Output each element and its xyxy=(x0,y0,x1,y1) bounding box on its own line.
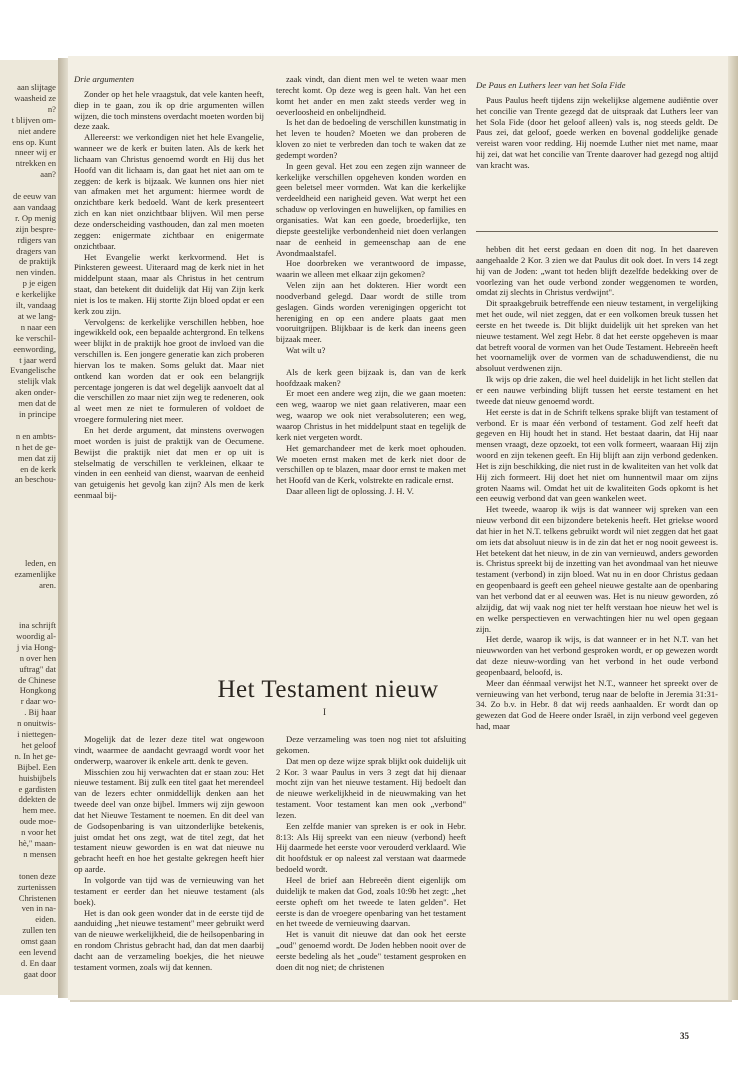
paragraph: Wat wilt u? xyxy=(286,345,326,356)
paragraph: Mogelijk dat de lezer deze titel wat ongewoon vindt, waarmee de aandacht gevraagd wordt voor het onderwerp, waarover ik enkele artt. denk te geven. xyxy=(74,734,264,766)
article-column-2 xyxy=(276,734,466,973)
left-page-fragment: zurtenissen xyxy=(17,881,56,892)
left-page-fragment: nneer wij er xyxy=(14,147,56,158)
paragraph: Dit spraakgebruik betreffende een nieuw testament, in vergelijking met het oude, wil niet zeggen, dat er een volkomen breuk tussen het eerste en het tweede is. Dit blijkt duidelijk uit het spreken van het nieuwe testament. Wel zegt Hebr. 8 dat het eerste opgeheven is maar dat betreft vooral de vormen van het Oude Testament. Hebreeën heeft het voornamelijk over de vormen van de schaduwendienst, die nu absoluut verdwenen zijn. xyxy=(476,298,718,374)
left-page-fragment: aan vandaag xyxy=(13,201,56,212)
page-number: 35 xyxy=(680,1031,689,1041)
article-part-number: I xyxy=(323,707,326,717)
left-page-fragment: nen vinden. xyxy=(15,267,56,278)
left-page-fragment: n over hen xyxy=(19,652,56,663)
left-page-fragment: hem mee. xyxy=(22,805,56,816)
paragraph: Velen zijn aan het dokteren. Hier wordt een noodverband gelegd. Daar wordt de stille trom geslagen. Ginds worden verenigingen opgericht tot hereniging en op een andere plaats gaat men vooruitgrijpen. Blijkbaar is de kerk dan ineens geen bijzaak meer. xyxy=(276,280,466,345)
left-page-fragment: de eeuw van xyxy=(13,191,56,201)
section-heading: Drie argumenten xyxy=(74,74,135,84)
left-page-fragment: e kerkelijke xyxy=(15,289,56,300)
left-page-fragment: aken onder- xyxy=(15,387,56,398)
left-page-fragment: at we lang- xyxy=(17,310,56,321)
left-page-fragment: in principe xyxy=(19,409,56,419)
paragraph: In volgorde van tijd was de vernieuwing van het testament er eerder dan het nieuwe testament (als boek). xyxy=(74,874,264,907)
left-page-fragment: e gardisten xyxy=(18,783,56,794)
left-page-fragment: dragers van xyxy=(16,245,56,256)
left-page-fragment: r. Op menig xyxy=(15,212,56,223)
paragraph: Het Evangelie werkt kerkvormend. Het is Pinksteren geweest. Uiteraard mag de kerk niet in het middelpunt staan, maar als Christus in het centrum staat, dan betekent dit duidelijk dat Hij van Zijn kerk niet is los te maken. Hij stortte Zijn bloed opdat er een kerk zou zijn. xyxy=(74,251,264,316)
sidebar-rule xyxy=(476,231,718,232)
article-column-1-text xyxy=(74,734,264,973)
left-page-fragment: . Bij haar xyxy=(24,707,56,718)
left-page-fragment: n het de ge- xyxy=(15,441,56,452)
left-page-fragment: ddekten de xyxy=(18,794,56,805)
paragraph: Er moet een andere weg zijn, die we gaan moeten: een weg, waarop we niet gaan relativeren, maar een weg, waarop we ook niet verabsoluteren; een weg, waarop Christus in het middelpunt staat en tegelijk de kerk niet vergeten wordt. xyxy=(276,388,466,442)
paragraph: Vervolgens: de kerkelijke verschillen hebben, hoe ingewikkeld ook, een bepaalde achtergrond. En telkens weer blijkt in de praktijk hoe groot de invloed van die verschillen is. Een jongere generatie kan zich proberen hiervan los te maken. Soms gelukt dat. Maar niet ontkend kan worden dat er ook een belangrijk percentage jongeren is dat wel degelijk aanvoelt dat al die verschillen zo maar niet zijn weg te redeneren, ook al weet men ze niet te formuleren of voldoet de vroegere formulering niet meer. xyxy=(74,316,264,425)
left-page-fragment: ina schrijft xyxy=(19,620,56,630)
article-title: Het Testament nieuw xyxy=(217,676,439,703)
left-page-fragment: an beschou- xyxy=(14,474,56,485)
paragraph: hebben dit het eerst gedaan en doen dit nog. In het daareven aangehaalde 2 Kor. 3 zien we dat Paulus dit ook doet. In vers 14 zegt hij van de Joden: „want tot heden blijft dezelfde bedekking over de voorlezing van het oude verbond zonder weggenomen te worden, omdat zij slechts in Christus verdwijnt". xyxy=(476,244,718,298)
left-page-fragment: Evangelische xyxy=(10,365,56,376)
left-page-fragment: n voor het xyxy=(21,827,56,838)
paragraph: Het eerste is dat in de Schrift telkens sprake blijft van testament of verbond. Er is maar één verbond of testament. God zelf heeft dat gegeven en Hij houdt het in stand. Het bestaat daarin, dat Hij naar mensen vraagt, deze opzoekt, tot een volk formeert, waaraan Hij zijn woord en zijn tekenen geeft. En Hij blijft aan zijn verbond gedenken. Het is zijn beschikking, die niet rust in de kwaliteiten van het volk dat Hij zich formeert. Hij doet het niet om hunnentwil maar om zijns groten Naams wil. Omdat het uit de kwaliteiten Gods opkomt is het een eeuwig verbond dat van geen wankelen weet. xyxy=(476,406,718,504)
column-1-text xyxy=(74,89,264,501)
paragraph: In geen geval. Het zou een zegen zijn wanneer de kerkelijke verschillen opgeheven konden worden en geen beletsel meer vormden. Wat kan die kerkelijke verdeeldheid een narigheid geven. Wat werpt het een schaduw op verlovingen en huwelijken, op families en organisaties. Wat kan een goede, broederlijke, ten diepste geestelijke verbondenheid niet doen verlangen naar de eenheid in gemeenschap aan de ene Avondmaalstafel. xyxy=(276,160,466,258)
left-page-fragment: woordig al- xyxy=(16,630,56,641)
left-page-fragment: en de kerk xyxy=(20,463,56,474)
paragraph: Misschien zou hij verwachten dat er staan zou: Het nieuwe testament. Bij zulk een titel gaat het merendeel van de lezers echter onmiddellijk denken aan het tweede deel van onze bijbel. Immers wij zijn gewoon dat het Nieuwe Testament te noemen. En dit deel van de Godsopenbaring is van uitzonderlijke betekenis, juist omdat het ons zegt, wat de titel zegt, dat het testament nieuw geworden is en wat dat nieuwe nu gebracht heeft en hoe het gestalte gekregen heeft hier op aarde. xyxy=(74,766,264,875)
left-page-fragment: ven in na- xyxy=(21,903,56,914)
left-page-fragment: p je eigen xyxy=(22,278,56,289)
left-page-fragment: n. In het ge- xyxy=(14,750,56,761)
paragraph: Het is vanuit dit nieuwe dat dan ook het eerste „oud" genoemd wordt. De Joden hebben nooit over de eerste bedeling als het „oude" testament gesproken en doen dit nog niet; de christenen xyxy=(276,929,466,972)
paragraph: Hoe doorbreken we verantwoord de impasse, waarin we alleen met elkaar zijn gekomen? xyxy=(276,258,466,280)
article-column-2-text xyxy=(276,734,466,973)
paragraph: Als de kerk geen bijzaak is, dan van de kerk hoofdzaak maken? xyxy=(276,366,466,388)
left-page-fragment: de Chinese xyxy=(18,674,56,685)
right-page xyxy=(68,56,730,1041)
left-page-fragment: waasheid ze xyxy=(14,92,56,103)
page-edge xyxy=(728,56,738,1000)
paragraph: Het gemarchandeer met de kerk moet ophouden. We moeten ernst maken met de kerk niet door de verschillen op te blazen, maar door ernst te maken met het Hoofd van de Kerk, volstrekte en radicale ernst. xyxy=(276,442,466,486)
left-page-fragment: r daar wo- xyxy=(20,696,56,707)
paragraph: Daar alleen ligt de oplossing. J. H. V. xyxy=(286,486,414,497)
left-page-fragment: d. En daar xyxy=(20,957,56,968)
article-column-3 xyxy=(476,244,718,732)
left-page-fragment: ilt, vandaag xyxy=(15,300,56,310)
paragraph: Ik wijs op drie zaken, die wel heel duidelijk in het licht stellen dat er een nauwe verbinding blijft tussen het eerste testament en het tweede dat nieuw genoemd wordt. xyxy=(476,374,718,406)
paragraph: Allereerst: we verkondigen niet het hele Evangelie, wanneer we de kerk er buiten laten. Als de kerk het lichaam van Christus genoemd wordt en Hij dus het Hoofd van dit lichaam is, dan gaat het niet aan om te zeggen: de kerk is bijzaak. We kunnen ons hier niet van afmaken met het argument: hiermee wordt de onzichtbare kerk bedoeld. Want de kerk presenteert zich en kan niet onzichtbaar blijven. Wil men perse deze onderscheiding vasthouden, dan zal men moeten zeggen: enigermate zichtbaar en enigermate onzichtbaar. xyxy=(74,132,264,251)
left-page-fragment: t blijven om- xyxy=(11,114,56,125)
left-page-fragment: aren. xyxy=(39,579,56,590)
left-page-fragment: een levend xyxy=(19,947,56,957)
left-page-fragment: eenwording, xyxy=(13,343,56,354)
left-page-fragment: oude moe- xyxy=(19,816,56,827)
left-page-fragment: de praktijk xyxy=(19,256,56,267)
paragraph: En het derde argument, dat minstens overwogen moet worden is juist de praktijk van de Oecumene. Bewijst die praktijk niet dat men er op uit is stelselmatig de verschillen te verkleinen, elkaar te vinden in een eenheid van dienst, waarvan de eenheid van getuigenis het gevolg kan zijn? Als men de kerk eenmaal bij- xyxy=(74,425,264,501)
paragraph: Meer dan éénmaal verwijst het N.T., wanneer het spreekt over de vernieuwing van het verbond, terug naar de belofte in Jeremia 31:31-34. Zo b.v. in Hebr. 8 dat wij reeds aanhaalden. Er wordt dan op gewezen dat God de Heere onder Israël, in zijn verbond veel gegeven had, maar xyxy=(476,677,718,732)
left-page-fragment: ntrekken en xyxy=(15,158,56,169)
left-page-fragment: aan? xyxy=(40,169,56,180)
left-page-fragment: n? xyxy=(47,103,56,114)
sidebar-heading: De Paus en Luthers leer van het Sola Fide xyxy=(476,80,626,90)
left-page-fragment: niet andere xyxy=(18,125,56,136)
left-page-fragment: j via Hong- xyxy=(16,641,56,652)
paragraph: Deze verzameling was toen nog niet tot afsluiting gekomen. xyxy=(276,734,466,755)
left-page-fragment: Bijbel. Een xyxy=(17,761,56,772)
paragraph: zaak vindt, dan dient men wel te weten waar men terecht komt. Op deze weg is geen halt. Van het een komt het ander en men zakt steeds verder weg in oeverloosheid en onbelijndheid. xyxy=(276,74,466,117)
paragraph: Is het dan de bedoeling de verschillen kunstmatig in het leven te houden? Moeten we dan proberen de kloven zo niet te verbreden dan toch te waken dat ze gedempt worden? xyxy=(276,117,466,160)
left-page-fragment: omst gaan xyxy=(20,936,56,947)
left-page-fragment: gaat door xyxy=(23,968,56,979)
left-page-fragment: rdigers van xyxy=(17,234,56,245)
paragraph: Dat men op deze wijze sprak blijkt ook duidelijk uit 2 Kor. 3 waar Paulus in vers 3 zegt dat hij dienaar mocht zijn van het nieuwe testament. Hij bedoelt dan de nieuwe werkelijkheid in de nieuwmaking van het testament. Voor testament kan men ook „verbond" lezen. xyxy=(276,755,466,820)
article-column-1 xyxy=(74,734,264,973)
left-page-fragment: zijn bespre- xyxy=(15,223,56,234)
left-page-fragment: n onuitwis- xyxy=(17,718,56,729)
paragraph: Het tweede, waarop ik wijs is dat wanneer wij spreken van een nieuw verbond dit een bijzondere betekenis heeft. Het griekse woord dat hier in het N.T. telkens gebruikt wordt wil niet zeggen dat het gaat om iets dat absoluut nieuw is in de zin dat het er nog nooit geweest is. Het betekent dat het nieuw, in de zin van vernieuwd, anders geworden is. Christus spreekt bij de inzetting van het avondmaal van het nieuwe testament (verbond) in zijn bloed. Wat nu in en door Christus gedaan en geopenbaard is geeft een geheel nieuwe gestalte aan de openbaring van het verbond dat er al eeuwen was. Het is nu nieuw geworden, zó alzijdig, dat wij vaak nog niet ter helft verstaan hoe nieuw het wel is en welke perspectieven en verwachtingen hier nu wel open gegaan zijn. xyxy=(476,504,718,634)
left-page-fragment: ke verschil- xyxy=(15,332,56,343)
left-page-fragment: Hongkong xyxy=(19,685,56,696)
left-page-fragment: Christenen xyxy=(18,892,56,903)
left-page-fragment: aan slijtage xyxy=(17,82,56,92)
left-page-fragment: men dat de xyxy=(18,398,56,409)
paragraph: Paus Paulus heeft tijdens zijn wekelijkse algemene audiëntie over het concilie van Trente gezegd dat de uitspraak dat Luthers leer van het Sola Fide (door het geloof alleen) vals is, nog steeds geldt. De Paus zei, dat geloof, goede werken en bovenal goddelijke genade vereist waren voor redding. Hij noemde Luther niet met name, maar hij zei, dat wat het concilie van Trente daarover had gezegd nog altijd van kracht was. xyxy=(476,94,718,170)
left-page-fragment: i niettegen- xyxy=(17,729,56,739)
column-2-text xyxy=(276,74,466,497)
sidebar-news xyxy=(476,80,718,171)
paragraph xyxy=(276,356,466,367)
left-page-fragment: ens op. Kunt xyxy=(12,136,56,147)
column-1-top xyxy=(74,74,264,501)
column-2-top xyxy=(276,74,466,497)
left-page-fragment: n en ambts- xyxy=(15,430,56,441)
left-page-fragment: uftrag" dat xyxy=(19,663,56,674)
left-page-edge xyxy=(0,60,59,995)
paragraph: Het is dan ook geen wonder dat in de eerste tijd de aanduiding „het nieuwe testament" meer gebruikt werd van de nieuwe werkelijkheid, die de heilsopenbaring in en rondom Christus gebracht had, dan dat men daarbij dacht aan de verzameling boekjes, die het nieuwe testament vormen, zoals wij dat kennen. xyxy=(74,907,264,972)
left-page-fragment: n naar een xyxy=(20,321,56,332)
paragraph: Heel de brief aan Hebreeën dient eigenlijk om duidelijk te maken dat God, zoals 10:9b het zegt: „het eerste opheft om het tweede te laten gelden". Het eerste is dan de vroegere openbaring van het testament en het tweede de vernieuwing daarvan. xyxy=(276,874,466,929)
left-page-fragment: n mensen xyxy=(23,848,56,859)
paragraph: Het derde, waarop ik wijs, is dat wanneer er in het N.T. van het nieuwworden van het verbond gesproken wordt, er op gewezen wordt dat deze nieuw-wording van het verbond in het oude verbond geopenbaard, beloofd, is. xyxy=(476,634,718,677)
left-page-fragment: leden, en xyxy=(24,558,56,568)
sidebar-text xyxy=(476,95,718,171)
left-page-fragment: ezamenlijke xyxy=(14,568,56,579)
left-page-fragment: t jaar werd xyxy=(19,354,56,365)
left-page-fragment: het geloof xyxy=(21,739,56,750)
article-column-3-text xyxy=(476,244,718,732)
paragraph: Zonder op het hele vraagstuk, dat vele kanten heeft, diep in te gaan, zou ik op drie argumenten willen wijzen, die toch minstens overdacht moeten worden bij deze zaak. xyxy=(74,88,264,132)
left-page-fragment: zullen ten xyxy=(22,925,56,936)
left-page-fragment: stelijk vlak xyxy=(18,376,56,387)
left-page-fragment: huisbijbels xyxy=(18,772,56,783)
left-page-fragment: men dat zij xyxy=(17,452,56,463)
left-page-fragment: hè," maan- xyxy=(18,838,56,848)
paragraph: Een zelfde manier van spreken is er ook in Hebr. 8:13: Als Hij spreekt van een nieuw (verbond) heeft Hij daarmede het eerste voor verouderd verklaard. Wie dit hoofdstuk er op naleest zal verstaan wat daarmede bedoeld wordt. xyxy=(276,820,466,875)
left-page-fragment: tonen deze xyxy=(19,870,56,881)
left-page-fragment: eiden. xyxy=(35,914,56,925)
